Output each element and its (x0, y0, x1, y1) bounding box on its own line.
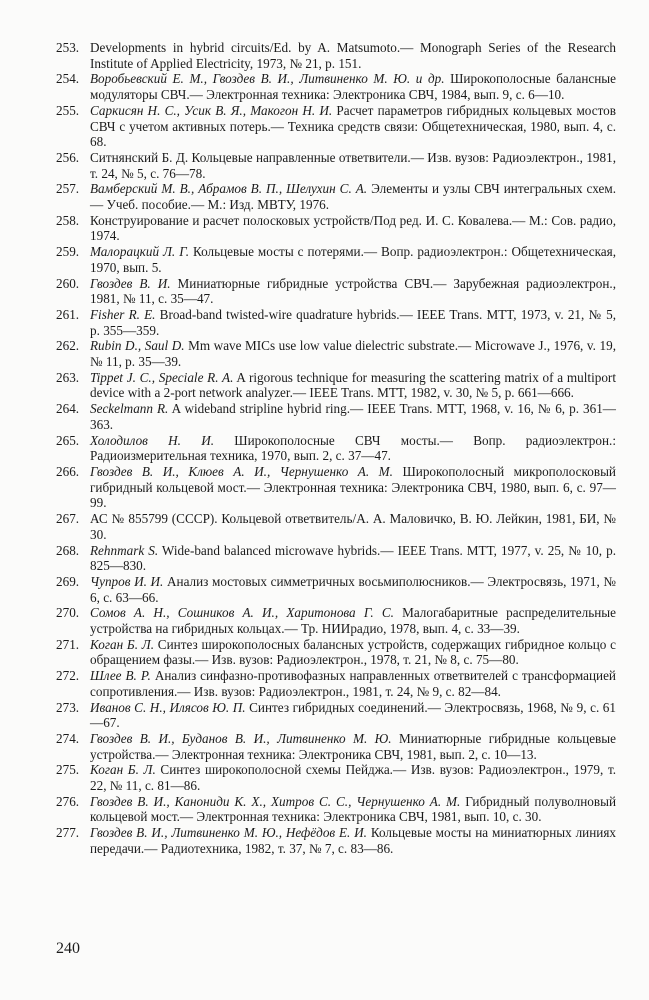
reference-authors: Чупров И. И. (90, 573, 164, 589)
reference-number: 266. (56, 463, 80, 479)
reference-number: 259. (56, 244, 80, 260)
reference-text: Конструирование и расчет полосковых устройств/Под ред. И. С. Ковалева.— М.: Сов. радио, 1974. (90, 212, 616, 244)
reference-text: Миниатюрные гибридные устройства СВЧ.— Зарубежная радиоэлектрон., 1981, № 11, с. 35—47. (90, 275, 617, 307)
reference-entry (56, 543, 616, 574)
reference-text: Синтез гибридных соединений.— Электросвязь, 1968, № 9, с. 61—67. (90, 699, 616, 731)
reference-number: 263. (56, 369, 80, 385)
reference-authors: Fisher R. E. (90, 306, 156, 322)
reference-authors: Гвоздев В. И. (90, 275, 171, 291)
reference-number: 277. (56, 825, 80, 841)
reference-authors: Шлее В. Р. (90, 668, 151, 684)
reference-text: Кольцевые мосты на миниатюрных линиях передачи.— Радиотехника, 1982, т. 37, № 7, с. 83—86. (90, 825, 616, 856)
reference-text: Малогабаритные распределительные устройства на гибридных кольцах.— Тр. НИИрадио, 1978, вып. 4, с. 33—39. (90, 605, 616, 637)
reference-entry (56, 511, 616, 542)
reference-text: Wide-band balanced microwave hybrids.— IEEE Trans. MTT, 1977, v. 25, № 10, p. 825—830. (90, 542, 616, 574)
reference-text: АС № 855799 (СССР). Кольцевой ответвитель/А. А. Маловичко, В. Ю. Лейкин, 1981, БИ, № 30. (90, 511, 616, 542)
reference-entry (56, 605, 616, 636)
reference-authors: Коган Б. Л. (90, 636, 155, 652)
reference-text: Анализ мостовых симметричных восьмиполюсников.— Электросвязь, 1971, № 6, с. 63—66. (90, 573, 616, 605)
reference-number: 269. (56, 573, 80, 589)
reference-authors: Seckelmann R. (90, 401, 169, 417)
reference-entry (56, 338, 616, 369)
reference-authors: Малорацкий Л. Г. (90, 244, 189, 260)
reference-number: 267. (56, 511, 80, 527)
reference-number: 256. (56, 149, 80, 165)
reference-text: Ситнянский Б. Д. Кольцевые направленные ответвители.— Изв. вузов: Радиоэлектрон., 1981, т. 24, № 5, с. 76—78. (90, 149, 616, 181)
reference-authors: Вамберский М. В., Абрамов В. П., Шелухин С. А. (90, 181, 368, 197)
reference-authors: Tippet J. C., Speciale R. A. (90, 369, 234, 385)
page-number: 240 (56, 940, 80, 957)
reference-authors: Гвоздев В. И., Клюев А. И., Чернушенко А. М. (90, 463, 393, 479)
reference-entry (56, 574, 616, 605)
reference-text: Кольцевые мосты с потерями.— Вопр. радиоэлектрон.: Общетехническая, 1970, вып. 5. (90, 244, 616, 275)
reference-entry (56, 71, 616, 102)
reference-entry (56, 370, 616, 401)
reference-number: 261. (56, 306, 80, 322)
reference-number: 265. (56, 432, 80, 448)
reference-text: Широкополосные СВЧ мосты.— Вопр. радиоэлектрон.: Радиоизмерительная техника, 1970, вып. 2, с. 37—47. (90, 432, 616, 464)
reference-number: 255. (56, 102, 80, 118)
reference-number: 271. (56, 636, 80, 652)
reference-entry (56, 213, 616, 244)
reference-text: Broad-band twisted-wire quadrature hybrids.— IEEE Trans. MTT, 1973, v. 21, № 5, p. 355—359. (90, 306, 616, 338)
reference-entry (56, 637, 616, 668)
reference-number: 268. (56, 542, 80, 558)
reference-entry (56, 731, 616, 762)
reference-entry (56, 244, 616, 275)
reference-entry (56, 762, 616, 793)
reference-entry (56, 103, 616, 150)
reference-text: Широкополосный микрополосковый гибридный кольцевой мост.— Электронная техника: Электроника СВЧ, 1980, вып. 6, с. 97—99. (90, 463, 616, 511)
reference-list (56, 40, 616, 857)
reference-text: Синтез широкополосных балансных устройств, содержащих гибридное кольцо с обращением фазы.— Изв. вузов: Радиоэлектрон., 1978, т. 21, № 8, с. 75—80. (90, 636, 617, 668)
reference-entry (56, 307, 616, 338)
reference-text: Анализ синфазно-противофазных направленных ответвителей с трансформацией сопротивления.— Изв. вузов: Радиоэлектрон., 1981, т. 24, № 9, с. 82—84. (90, 668, 616, 699)
reference-authors: Гвоздев В. И., Канониди К. Х., Хитров С. С., Чернушенко А. М. (90, 793, 461, 809)
reference-number: 273. (56, 699, 80, 715)
reference-authors: Коган Б. Л. (90, 762, 156, 778)
reference-authors: Сомов А. Н., Сошников А. И., Харитонова Г. С. (90, 605, 394, 621)
reference-authors: Холодилов Н. И. (90, 432, 215, 448)
reference-entry (56, 401, 616, 432)
reference-entry (56, 433, 616, 464)
reference-entry (56, 181, 616, 212)
reference-text: Миниатюрные гибридные кольцевые устройства.— Электронная техника: Электроника СВЧ, 1981, вып. 2, с. 10—13. (90, 730, 616, 762)
reference-authors: Rehnmark S. (90, 542, 159, 558)
reference-number: 253. (56, 40, 80, 55)
reference-text: Элементы и узлы СВЧ интегральных схем.— Учеб. пособие.— М.: Изд. МВТУ, 1976. (90, 181, 616, 213)
reference-number: 276. (56, 793, 80, 809)
reference-authors: Гвоздев В. И., Буданов В. И., Литвиненко М. Ю. (90, 730, 392, 746)
reference-number: 262. (56, 338, 80, 354)
reference-number: 257. (56, 181, 80, 197)
reference-text: Синтез широкополосной схемы Пейджа.— Изв. вузов: Радиоэлектрон., 1979, т. 22, № 11, с. 81—86. (90, 762, 617, 794)
reference-text: Гибридный полуволновый кольцевой мост.— Электронная техника: Электроника СВЧ, 1981, вып. 10, с. 30. (90, 793, 617, 825)
reference-text: Широкополосные балансные модуляторы СВЧ.— Электронная техника: Электроника СВЧ, 1984, вып. 9, с. 6—10. (90, 71, 616, 103)
reference-authors: Саркисян Н. С., Усик В. Я., Макогон Н. И. (90, 102, 333, 118)
reference-number: 254. (56, 71, 80, 87)
reference-authors: Иванов С. Н., Илясов Ю. П. (90, 699, 246, 715)
reference-entry (56, 668, 616, 699)
reference-text: Mm wave MICs use low value dielectric substrate.— Microwave J., 1976, v. 19, № 11, p. 35—39. (90, 338, 616, 370)
reference-text: A rigorous technique for measuring the scattering matrix of a multiport device with a 2-port network analyzer.— IEEE Trans. MTT, 1982, v. 30, № 5, p. 661—666. (90, 369, 616, 401)
reference-number: 275. (56, 762, 80, 778)
reference-entry (56, 276, 616, 307)
reference-entry (56, 825, 616, 856)
reference-number: 272. (56, 668, 80, 684)
reference-text: A wideband stripline hybrid ring.— IEEE Trans. MTT, 1968, v. 16, № 6, p. 361—363. (90, 401, 616, 432)
reference-entry (56, 464, 616, 511)
reference-authors: Воробьевский Е. М., Гвоздев В. И., Литвиненко М. Ю. и др. (90, 71, 445, 87)
reference-text: Расчет параметров гибридных кольцевых мостов СВЧ с учетом активных потерь.— Техника средств связи: Общетехническая, 1980, вып. 4, с. 68. (90, 102, 616, 150)
reference-number: 274. (56, 730, 80, 746)
reference-entry (56, 700, 616, 731)
reference-entry (56, 794, 616, 825)
reference-text: Developments in hybrid circuits/Ed. by A. Matsumoto.— Monograph Series of the Research Institute of Applied Electricity, 1973, № 21, p. 151. (90, 40, 616, 71)
reference-number: 270. (56, 605, 80, 621)
reference-number: 258. (56, 212, 80, 228)
reference-authors: Гвоздев В. И., Литвиненко М. Ю., Нефёдов Е. И. (90, 825, 367, 841)
reference-number: 260. (56, 275, 80, 291)
reference-entry (56, 40, 616, 71)
reference-number: 264. (56, 401, 80, 417)
reference-entry (56, 150, 616, 181)
reference-authors: Rubin D., Saul D. (90, 338, 185, 354)
